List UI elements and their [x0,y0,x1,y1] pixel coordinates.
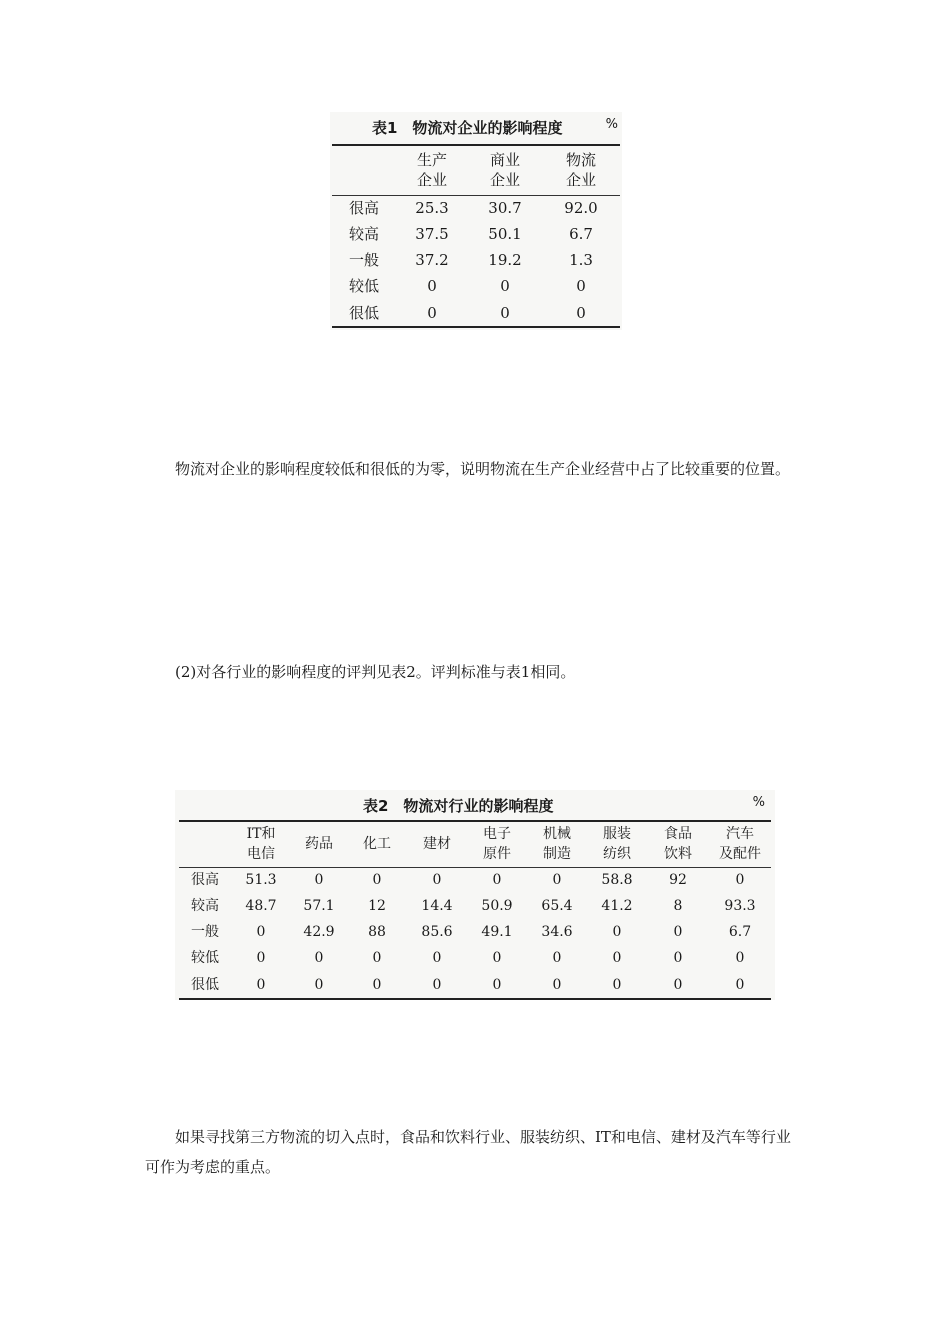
table-cell: 25.3 [415,199,449,218]
table-cell: 37.5 [415,225,449,243]
table-cell: 37.2 [415,251,449,269]
table-row [179,919,771,945]
table-cell: 0 [314,950,324,966]
table-cell: 42.9 [303,924,335,940]
table-cell: 0 [372,872,382,889]
table1-col-header: 商业 企业 [489,151,520,190]
table1-unit: % [605,117,618,132]
table-cell: 0 [492,950,502,966]
table2-unit: % [752,795,765,810]
row-label: 较高 [191,898,219,914]
table-cell: 0 [500,277,510,295]
table1-caption-bar [330,112,622,140]
table-cell: 0 [372,976,382,993]
table-cell: 48.7 [245,898,277,914]
table-cell: 0 [372,950,382,966]
table1 [330,112,622,330]
table-cell: 88 [368,924,386,940]
table-cell: 0 [612,924,622,940]
table1-caption: 表1 物流对企业的影响程度 [372,119,563,137]
table-cell: 0 [432,950,442,966]
table-row [179,945,771,971]
table-cell: 50.1 [488,225,522,243]
table-cell: 0 [552,976,562,993]
table2-col-header: 服装 纺织 [603,826,631,863]
table-cell: 0 [492,976,502,993]
table-cell: 1.3 [569,251,593,269]
table2-col-header: 建材 [423,836,451,853]
table-cell: 0 [612,976,622,993]
table-cell: 0 [576,303,586,322]
table-cell: 0 [673,924,683,940]
row-label: 很高 [191,872,219,889]
table-cell: 0 [552,950,562,966]
table-cell: 12 [368,898,386,914]
table2-col-header: 电子 原件 [483,826,511,863]
table2-col-header: 化工 [363,836,391,853]
table-cell: 85.6 [421,924,453,940]
table-cell: 50.9 [481,898,513,914]
paragraph-1: 物流对企业的影响程度较低和很低的为零，说明物流在生产企业经营中占了比较重要的位置。 [175,460,791,478]
row-label: 一般 [348,251,379,269]
table2-col-header: 药品 [305,836,333,853]
table-row [332,299,620,327]
table1-grid [332,144,620,328]
table2-col-header: 机械 制造 [543,826,571,863]
table-row [332,273,620,299]
table-cell: 65.4 [541,898,573,914]
table2-col-header: 汽车 及配件 [719,826,761,863]
table-cell: 0 [735,872,745,889]
table2-caption-bar [175,790,775,818]
table-cell: 8 [673,898,683,914]
table2-corner [179,821,231,867]
table-row [179,867,771,893]
table-cell: 92.0 [564,199,598,218]
paragraph-2: (2)对各行业的影响程度的评判见表2。评判标准与表1相同。 [175,663,576,681]
table-cell: 0 [314,872,324,889]
table-cell: 0 [673,950,683,966]
table-row [332,221,620,247]
table-cell: 14.4 [421,898,453,914]
table-cell: 0 [735,950,745,966]
table-cell: 0 [432,976,442,993]
table1-col-header: 物流 企业 [565,151,596,190]
table-cell: 0 [552,872,562,889]
row-label: 很低 [348,303,379,322]
table-cell: 0 [314,976,324,993]
table-cell: 34.6 [541,924,573,940]
table-cell: 0 [432,872,442,889]
table-row [179,971,771,999]
row-label: 很高 [348,199,379,218]
table-cell: 19.2 [488,251,522,269]
table-cell: 49.1 [481,924,513,940]
table-row [332,195,620,221]
table-cell: 0 [256,950,266,966]
table-cell: 0 [673,976,683,993]
paragraph-3: 如果寻找第三方物流的切入点时，食品和饮料行业、服装纺织、IT和电信、建材及汽车等行业可作为考虑的重点。 [145,1128,791,1176]
table-cell: 0 [612,950,622,966]
table-cell: 92 [669,872,687,889]
table-cell: 0 [427,303,437,322]
table-row [179,893,771,919]
table-cell: 41.2 [601,898,633,914]
table-cell: 0 [500,303,510,322]
table-cell: 30.7 [488,199,522,218]
table2-grid [179,820,771,1000]
table2 [175,790,775,1000]
row-label: 很低 [191,976,219,993]
table2-caption: 表2 物流对行业的影响程度 [363,797,554,815]
row-label: 较低 [191,950,219,966]
table1-corner [332,145,396,195]
table2-col-header: 食品 饮料 [664,826,692,863]
table-cell: 0 [427,277,437,295]
table-cell: 0 [576,277,586,295]
table-cell: 0 [492,872,502,889]
table-row [332,247,620,273]
row-label: 较低 [348,277,379,295]
table-cell: 93.3 [724,898,756,914]
table2-col-header: IT和 电信 [246,826,276,863]
table-cell: 51.3 [245,872,277,889]
table-cell: 0 [735,976,745,993]
table-cell: 58.8 [601,872,633,889]
table-cell: 0 [256,976,266,993]
table1-col-header: 生产 企业 [416,151,447,190]
table-cell: 0 [256,924,266,940]
row-label: 一般 [191,924,219,940]
row-label: 较高 [348,225,379,243]
table-cell: 6.7 [569,225,593,243]
table-cell: 6.7 [728,924,752,940]
table-cell: 57.1 [303,898,335,914]
